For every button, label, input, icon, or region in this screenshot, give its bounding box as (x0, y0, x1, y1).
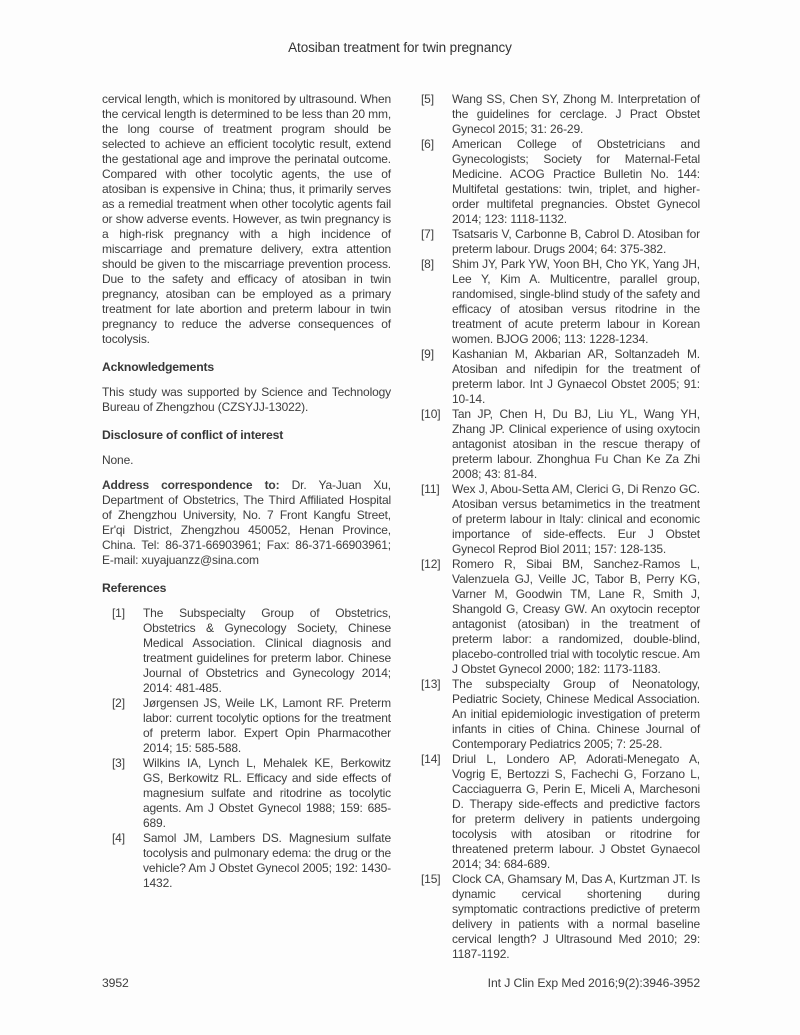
journal-citation: Int J Clin Exp Med 2016;9(2):3946-3952 (487, 976, 700, 990)
reference-number: [3] (112, 756, 125, 770)
left-column (102, 92, 391, 891)
reference-item (102, 606, 391, 696)
reference-item (102, 756, 391, 831)
reference-item (411, 872, 700, 962)
reference-item (102, 696, 391, 756)
disclosure-text: None. (102, 453, 134, 467)
correspondence-block (102, 478, 391, 568)
right-column (411, 92, 700, 962)
acknowledgements-heading: Acknowledgements (102, 360, 215, 374)
reference-text: American College of Obstetricians and Gynecologists; Society for Maternal-Fetal Medicine. ACOG Practice Bulletin No. 144: Multifetal gestations: twin, triplet, and higher-order multifetal pregnancies. Obstet Gynecol 2014; 123: 1118-1132. (452, 137, 700, 226)
page-footer (102, 976, 700, 990)
reference-text: The subspecialty Group of Neonatology, Pediatric Society, Chinese Medical Association. An initial epidemiologic investigation of preterm infants in cities of China. Chinese Journal of Contemporary Pediatrics 2005; 7: 25-28. (452, 677, 700, 751)
correspondence-text: Dr. Ya-Juan Xu, Department of Obstetrics, The Third Affiliated Hospital of Zhengzhou University, No. 7 Front Kangfu Street, Er'qi District, Zhengzhou 450052, Henan Province, China. Tel: 86-371-66903961; Fax: 86-371-66903961; E-mail: xuyajuanzz@sina.com (102, 478, 391, 567)
reference-number: [10] (421, 407, 441, 421)
reference-number: [5] (421, 92, 434, 106)
reference-number: [7] (421, 227, 434, 241)
reference-text: Tan JP, Chen H, Du BJ, Liu YL, Wang YH, Zhang JP. Clinical experience of using oxytocin antagonist atosiban in the rescue therapy of preterm labour. Zhonghua Fu Chan Ke Za Zhi 2008; 43: 81-84. (452, 407, 700, 481)
references-heading: References (102, 581, 167, 595)
reference-item (411, 407, 700, 482)
reference-item (411, 677, 700, 752)
reference-number: [14] (421, 752, 441, 766)
reference-number: [8] (421, 257, 434, 271)
page-title: Atosiban treatment for twin pregnancy (288, 40, 512, 55)
reference-item (411, 92, 700, 137)
reference-item (411, 257, 700, 347)
reference-text: Tsatsaris V, Carbonne B, Cabrol D. Atosiban for preterm labour. Drugs 2004; 64: 375-382. (452, 227, 700, 256)
reference-number: [4] (112, 831, 125, 845)
reference-number: [2] (112, 696, 125, 710)
reference-item (411, 482, 700, 557)
reference-item (411, 347, 700, 407)
reference-item (411, 557, 700, 677)
references-list-left (102, 606, 391, 891)
reference-text: Wilkins IA, Lynch L, Mehalek KE, Berkowitz GS, Berkowitz RL. Efficacy and side effects of magnesium sulfate and ritodrine as tocolytic agents. Am J Obstet Gynecol 1988; 159: 685-689. (143, 756, 391, 830)
reference-number: [15] (421, 872, 441, 886)
reference-number: [9] (421, 347, 434, 361)
reference-text: Clock CA, Ghamsary M, Das A, Kurtzman JT. Is dynamic cervical shortening during symptomatic contractions predictive of preterm delivery in patients with a normal baseline cervical length? J Ultrasound Med 2010; 29: 1187-1192. (452, 872, 700, 961)
reference-text: Samol JM, Lambers DS. Magnesium sulfate tocolysis and pulmonary edema: the drug or the vehicle? Am J Obstet Gynecol 2005; 192: 1430-1432. (143, 831, 391, 890)
disclosure-heading: Disclosure of conflict of interest (102, 428, 284, 442)
reference-number: [1] (112, 606, 125, 620)
reference-text: Kashanian M, Akbarian AR, Soltanzadeh M. Atosiban and nifedipin for the treatment of preterm labor. Int J Gynaecol Obstet 2005; 91: 10-14. (452, 347, 700, 406)
reference-item (411, 752, 700, 872)
reference-text: Wang SS, Chen SY, Zhong M. Interpretation of the guidelines for cerclage. J Pract Obstet Gynecol 2015; 31: 26-29. (452, 92, 700, 136)
reference-item (102, 831, 391, 891)
acknowledgements-text: This study was supported by Science and Technology Bureau of Zhengzhou (CZSYJJ-13022). (102, 385, 391, 414)
reference-number: [6] (421, 137, 434, 151)
reference-text: Shim JY, Park YW, Yoon BH, Cho YK, Yang JH, Lee Y, Kim A. Multicentre, parallel group, randomised, single-blind study of the safety and efficacy of atosiban versus ritodrine in the treatment of acute preterm labour in Korean women. BJOG 2006; 113: 1228-1234. (452, 257, 700, 346)
reference-number: [13] (421, 677, 441, 691)
page-number: 3952 (102, 976, 129, 990)
reference-number: [12] (421, 557, 441, 571)
references-list-right (411, 92, 700, 962)
reference-text: Wex J, Abou-Setta AM, Clerici G, Di Renzo GC. Atosiban versus betamimetics in the treatment of preterm labour in Italy: clinical and economic importance of side-effects. Eur J Obstet Gynecol Reprod Biol 2011; 157: 128-135. (452, 482, 700, 556)
reference-text: The Subspecialty Group of Obstetrics, Obstetrics & Gynecology Society, Chinese Medical Association. Clinical diagnosis and treatment guidelines for preterm labor. Chinese Journal of Obstetrics and Gynecology 2014; 2014: 481-485. (143, 606, 391, 695)
reference-item (411, 137, 700, 227)
reference-text: Romero R, Sibai BM, Sanchez-Ramos L, Valenzuela GJ, Veille JC, Tabor B, Perry KG, Varner M, Goodwin TM, Lane R, Smith J, Shangold G, Creasy GW. An oxytocin receptor antagonist (atosiban) in the treatment of preterm labor: a randomized, double-blind, placebo-controlled trial with tocolytic rescue. Am J Obstet Gynecol 2000; 182: 1173-1183. (452, 557, 700, 676)
correspondence-label: Address correspondence to: (102, 478, 280, 492)
intro-paragraph: cervical length, which is monitored by ultrasound. When the cervical length is determined to be less than 20 mm, the long course of treatment program should be selected to achieve an efficient tocolytic result, extend the gestational age and improve the perinatal outcome. Compared with other tocolytic agents, the use of atosiban is expensive in China; thus, it primarily serves as a remedial treatment when other tocolytic agents fail or show adverse events. However, as twin pregnancy is a high-risk pregnancy with a high incidence of miscarriage and premature delivery, extra attention should be given to the miscarriage prevention process. Due to the safety and efficacy of atosiban in twin pregnancy, atosiban can be employed as a primary treatment for late abortion and preterm labour in twin pregnancy to reduce the adverse consequences of tocolysis. (102, 92, 391, 346)
reference-item (411, 227, 700, 257)
reference-text: Driul L, Londero AP, Adorati-Menegato A, Vogrig E, Bertozzi S, Fachechi G, Forzano L, Cacciaguerra G, Perin E, Miceli A, Marchesoni D. Therapy side-effects and predictive factors for preterm delivery in patients undergoing tocolysis with atosiban or ritodrine for threatened preterm labour. J Obstet Gynaecol 2014; 34: 684-689. (452, 752, 700, 871)
reference-text: Jørgensen JS, Weile LK, Lamont RF. Preterm labor: current tocolytic options for the treatment of preterm labor. Expert Opin Pharmacother 2014; 15: 585-588. (143, 696, 391, 755)
reference-number: [11] (421, 482, 440, 496)
